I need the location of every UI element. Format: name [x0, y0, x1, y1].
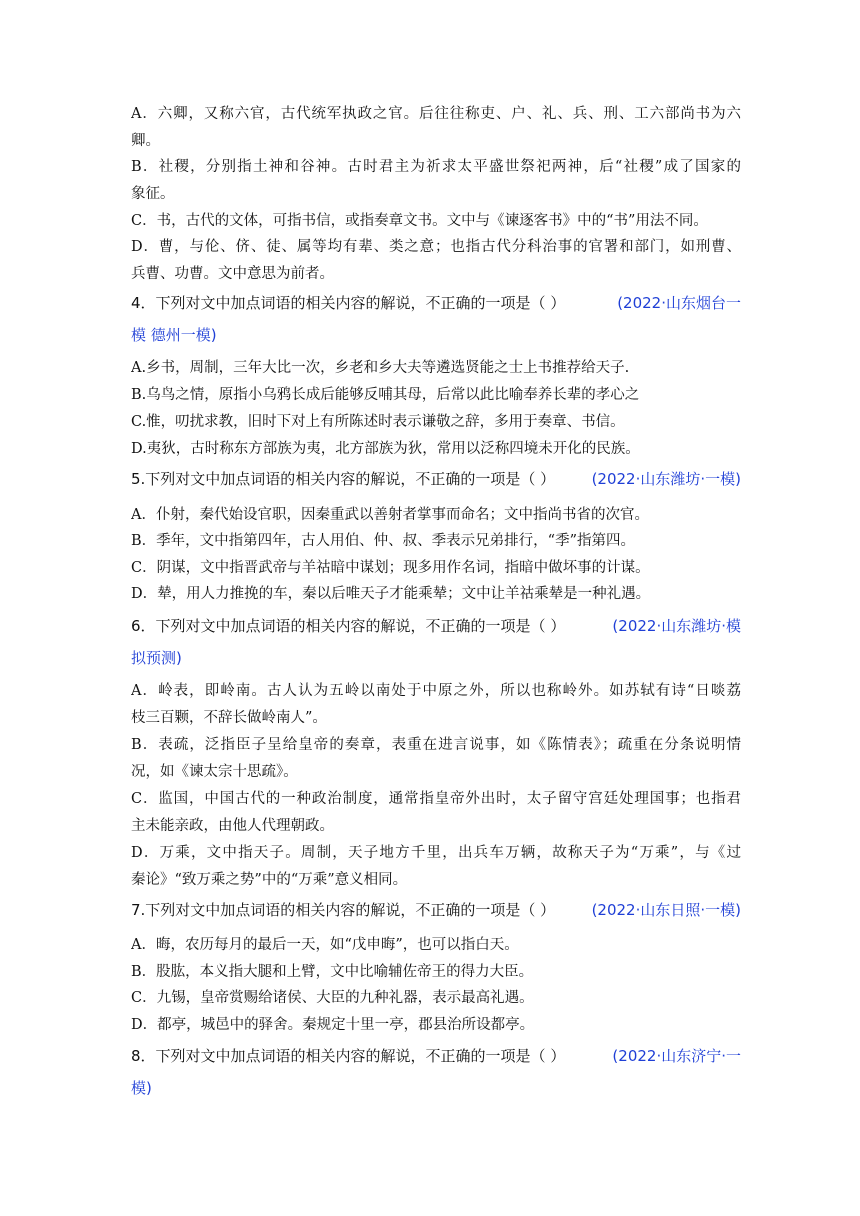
q4-source-line1: (2022·山东烟台一 [617, 294, 741, 312]
q3-option-a-line2: 卿。 [131, 133, 160, 149]
q6-source-line2: 拟预测) [131, 649, 182, 667]
q6-option-a-line1: A．岭表，即岭南。古人认为五岭以南处于中原之外，所以也称岭外。如苏轼有诗“日啖荔 [131, 683, 741, 699]
q4-option-b: B.乌鸟之情，原指小乌鸦长成后能够反哺其母，后常以此比喻奉养长辈的孝心之 [131, 387, 640, 403]
q6-question-text: 6．下列对文中加点词语的相关内容的解说，不正确的一项是（ ） [131, 617, 566, 635]
q3-option-d-line2: 兵曹、功曹。文中意思为前者。 [131, 266, 334, 282]
q5-question [131, 469, 741, 489]
q8-source-line1: (2022·山东济宁·一 [612, 1047, 741, 1065]
q4-question-text: 4．下列对文中加点词语的相关内容的解说，不正确的一项是（ ） [131, 294, 566, 312]
q5-option-a: A．仆射，秦代始设官职，因秦重武以善射者掌事而命名；文中指尚书省的次官。 [131, 507, 649, 523]
q7-option-c: C．九锡，皇帝赏赐给诸侯、大臣的九种礼器，表示最高礼遇。 [131, 990, 534, 1006]
q6-option-d-line1: D．万乘，文中指天子。周制，天子地方千里，出兵车万辆，故称天子为“万乘”，与《过 [131, 845, 741, 861]
q7-option-d: D．都亭，城邑中的驿舍。秦规定十里一亭，郡县治所设都亭。 [131, 1017, 535, 1033]
q6-option-c-line1: C．监国，中国古代的一种政治制度，通常指皇帝外出时，太子留守宫廷处理国事；也指君 [131, 791, 741, 807]
q4-question [131, 293, 741, 313]
q7-question [131, 900, 741, 920]
q4-option-a: A.乡书，周制，三年大比一次，乡老和乡大夫等遴选贤能之士上书推荐给天子. [131, 360, 630, 376]
q3-option-a-line1: A．六卿，又称六官，古代统军执政之官。后往往称吏、户、礼、兵、刑、工六部尚书为六 [131, 106, 741, 122]
q7-option-a: A．晦，农历每月的最后一天，如“戊申晦”，也可以指白天。 [131, 937, 519, 953]
q5-option-c: C．阴谋，文中指晋武帝与羊祜暗中谋划；现多用作名词，指暗中做坏事的计谋。 [131, 560, 650, 576]
q5-option-d: D．辇，用人力推挽的车，秦以后唯天子才能乘辇；文中让羊祜乘辇是一种礼遇。 [131, 586, 651, 602]
q7-option-b: B．股肱，本义指大腿和上臂，文中比喻辅佐帝王的得力大臣。 [131, 964, 534, 980]
q3-option-d-line1: D．曹，与伦、侪、徒、属等均有辈、类之意；也指古代分科治事的官署和部门，如刑曹、 [131, 239, 741, 255]
q6-option-b-line2: 况，如《谏太宗十思疏》。 [131, 764, 298, 780]
q5-source: (2022·山东潍坊·一模) [591, 470, 741, 488]
q3-option-b-line2: 象征。 [131, 186, 175, 202]
q6-option-c-line2: 主未能亲政，由他人代理朝政。 [131, 818, 334, 834]
q6-source-line1: (2022·山东潍坊·模 [612, 617, 741, 635]
q4-option-c: C.惟，叨扰求教，旧时下对上有所陈述时表示谦敬之辞，多用于奏章、书信。 [131, 414, 625, 430]
q7-question-text: 7.下列对文中加点词语的相关内容的解说，不正确的一项是（ ） [131, 901, 556, 919]
q4-source-line2: 模 德州一模) [131, 326, 217, 344]
q7-source: (2022·山东日照·一模) [591, 901, 741, 919]
q6-option-a-line2: 枝三百颗，不辞长做岭南人”。 [131, 710, 327, 726]
q3-option-b-line1: B．社稷，分别指土神和谷神。古时君主为祈求太平盛世祭祀两神，后“社稷”成了国家的 [131, 159, 741, 175]
q5-question-text: 5.下列对文中加点词语的相关内容的解说，不正确的一项是（ ） [131, 470, 556, 488]
q6-option-d-line2: 秦论》“致万乘之势”中的“万乘”意义相同。 [131, 872, 408, 888]
q8-source-line2: 模) [131, 1079, 152, 1097]
q8-question-text: 8．下列对文中加点词语的相关内容的解说，不正确的一项是（ ） [131, 1047, 566, 1065]
q4-option-d: D.夷狄，古时称东方部族为夷，北方部族为狄，常用以泛称四境未开化的民族。 [131, 441, 640, 457]
q5-option-b: B．季年，文中指第四年，古人用伯、仲、叔、季表示兄弟排行，“季”指第四。 [131, 533, 635, 549]
q8-question [131, 1046, 741, 1066]
q3-option-c: C．书，古代的文体，可指书信，或指奏章文书。文中与《谏逐客书》中的“书”用法不同。 [131, 213, 708, 229]
q6-option-b-line1: B．表疏，泛指臣子呈给皇帝的奏章，表重在进言说事，如《陈情表》；疏重在分条说明情 [131, 737, 741, 753]
q6-question [131, 616, 741, 636]
